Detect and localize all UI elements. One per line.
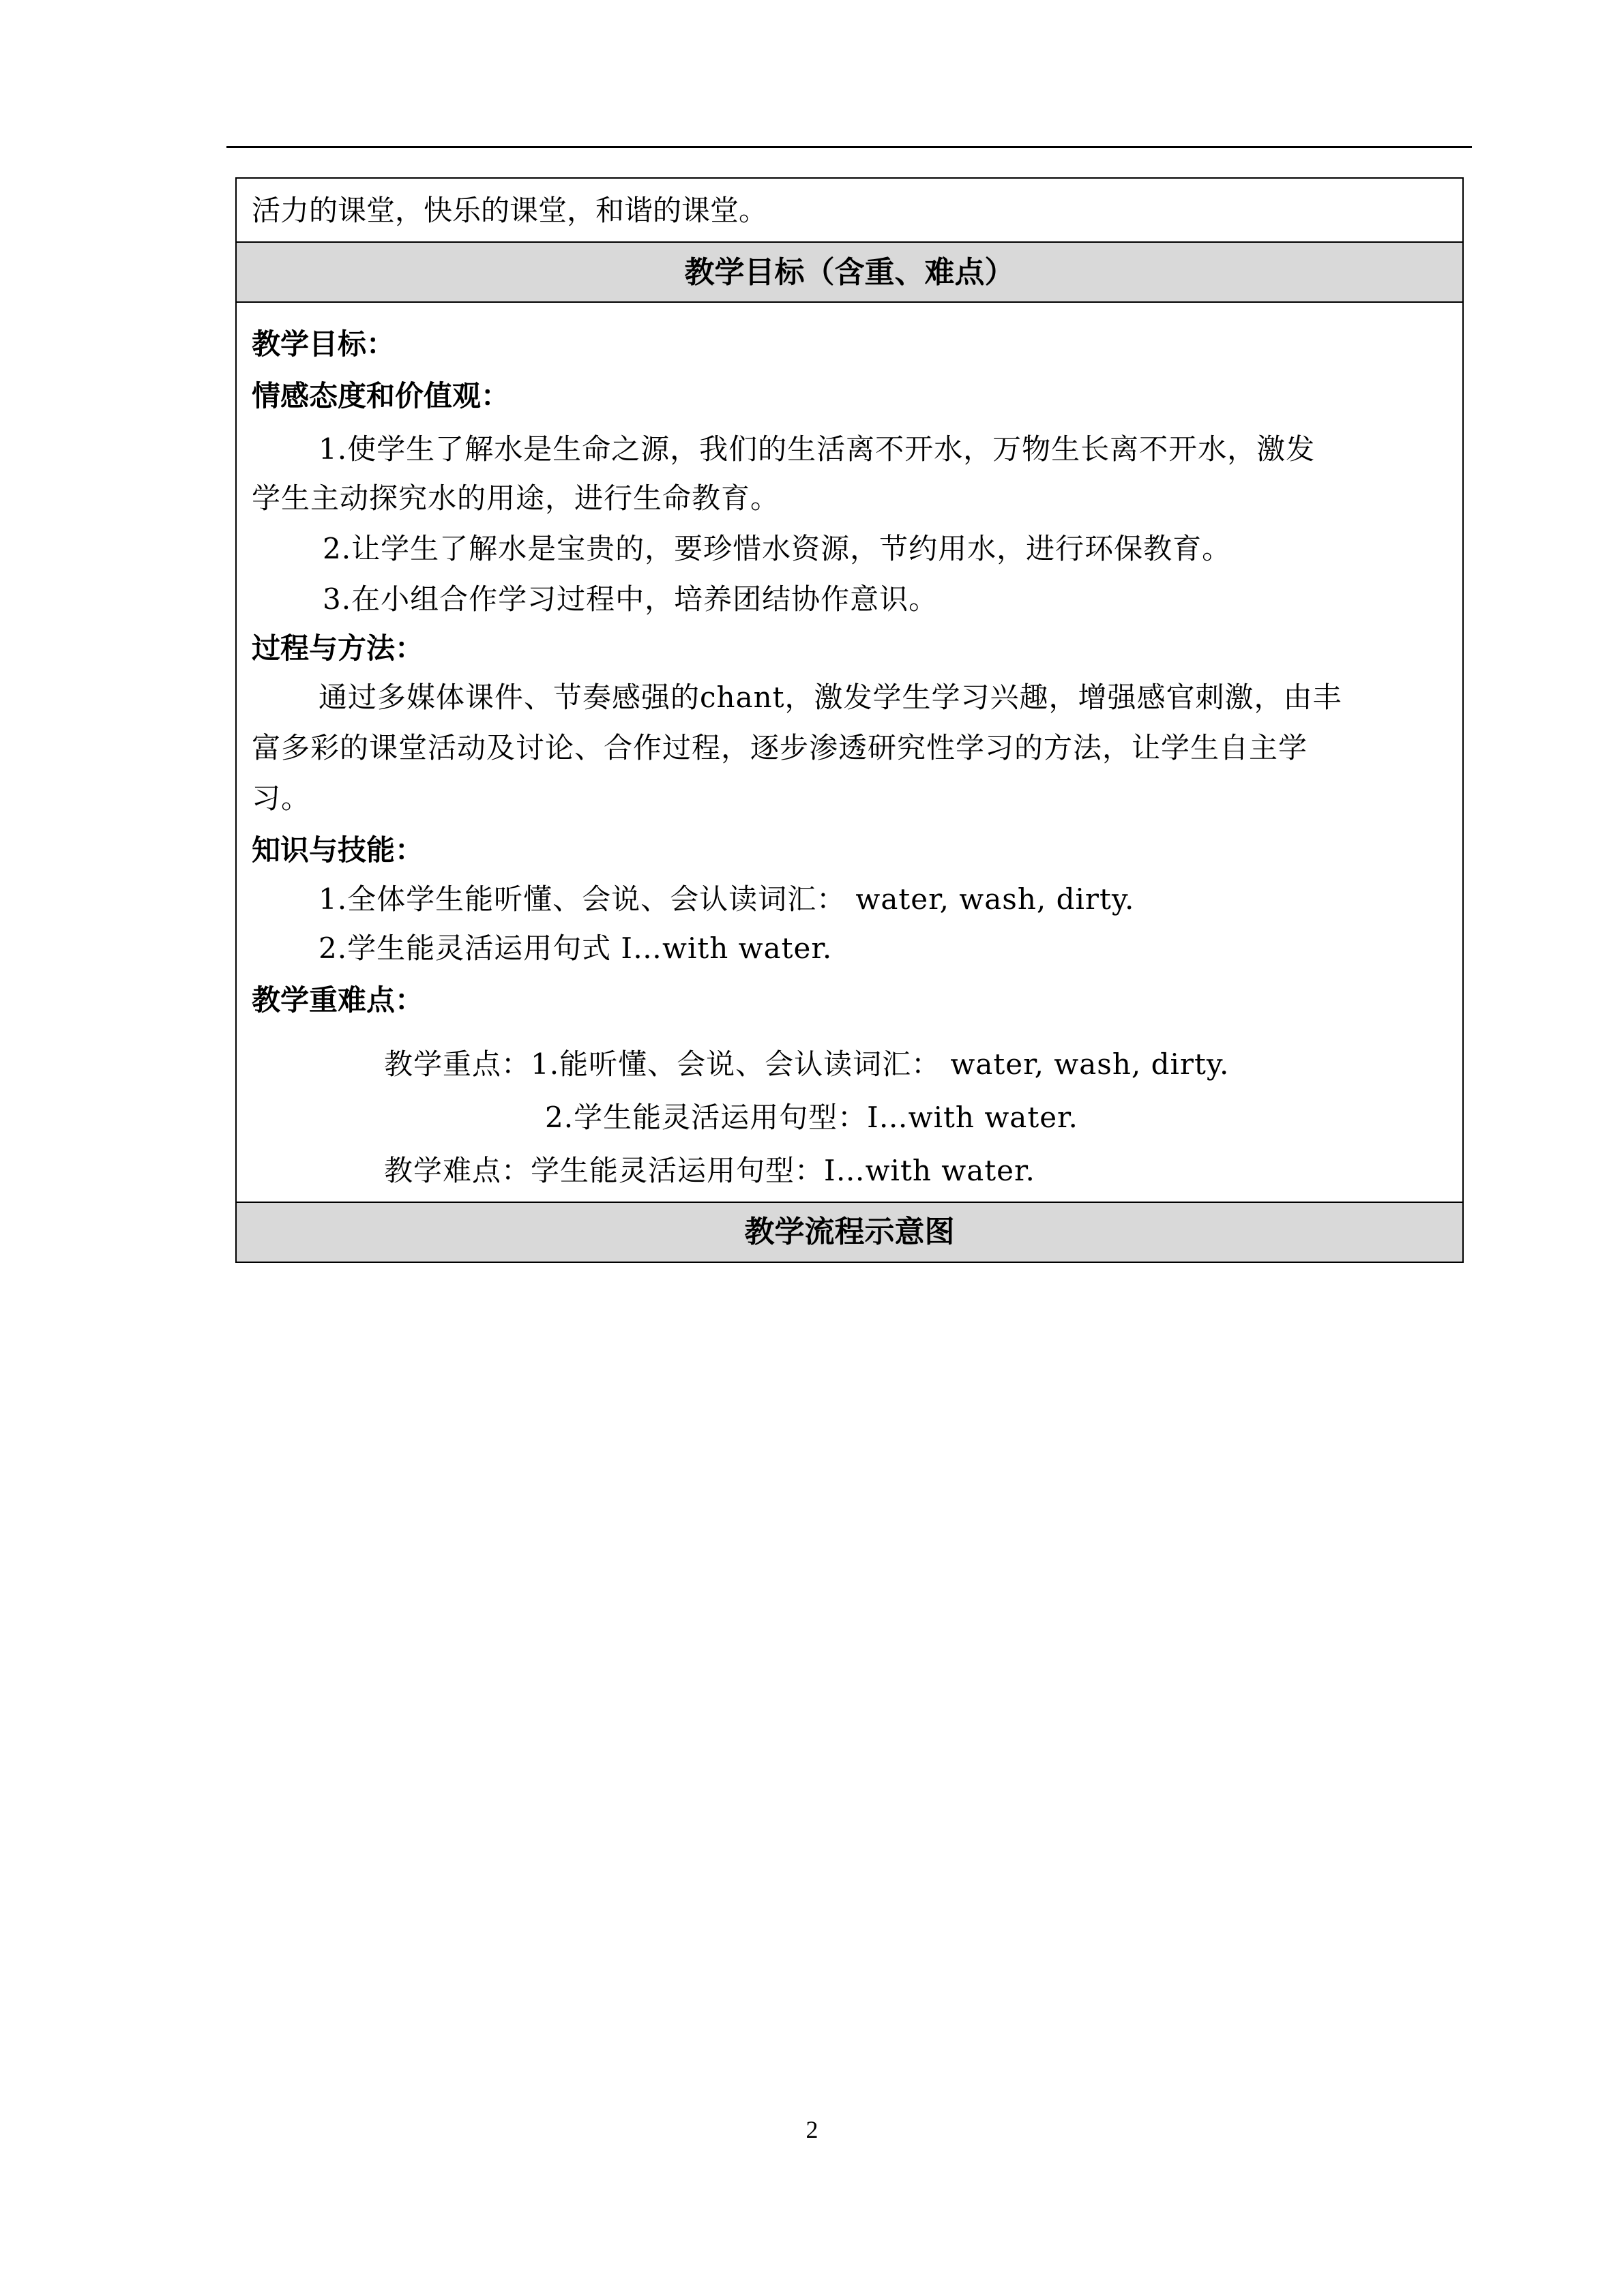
flow-header: 教学流程示意图 — [744, 1214, 955, 1249]
difficult-point-line: 教学难点：学生能灵活运用句型：I…with water. — [384, 1154, 1035, 1187]
intro-row — [237, 179, 1462, 243]
key-points-title: 教学重难点： — [252, 983, 424, 1017]
affective-item-3: 3.在小组合作学习过程中，培养团结协作意识。 — [323, 582, 939, 616]
key-point-line-1: 教学重点：1.能听懂、会说、会认读词汇： water, wash, dirty. — [384, 1047, 1230, 1081]
key-point-line-2: 2.学生能灵活运用句型：I…with water. — [545, 1101, 1078, 1134]
objectives-header-row — [237, 243, 1462, 303]
objectives-header: 教学目标（含重、难点） — [684, 255, 1015, 290]
header-rule — [226, 146, 1472, 148]
affective-title: 情感态度和价值观： — [252, 379, 510, 413]
lesson-plan-table — [235, 177, 1464, 1263]
objectives-body — [237, 303, 1462, 1203]
objectives-title: 教学目标： — [252, 327, 396, 361]
knowledge-item-2: 2.学生能灵活运用句式 I…with water. — [319, 931, 833, 965]
intro-text: 活力的课堂，快乐的课堂，和谐的课堂。 — [252, 194, 768, 227]
knowledge-title: 知识与技能： — [252, 833, 424, 867]
process-line-2: 富多彩的课堂活动及讨论、合作过程，逐步渗透研究性学习的方法，让学生自主学 — [252, 731, 1308, 764]
process-line-3: 习。 — [252, 781, 311, 815]
affective-item-1-line-1: 1.使学生了解水是生命之源，我们的生活离不开水，万物生长离不开水，激发 — [319, 432, 1316, 466]
flow-header-row — [237, 1203, 1462, 1262]
affective-item-1-line-2: 学生主动探究水的用途，进行生命教育。 — [252, 481, 780, 515]
page-number: 2 — [806, 2116, 818, 2143]
process-title: 过程与方法： — [252, 631, 424, 665]
knowledge-item-1: 1.全体学生能听懂、会说、会认读词汇： water, wash, dirty. — [319, 882, 1135, 916]
process-line-1: 通过多媒体课件、节奏感强的chant，激发学生学习兴趣，增强感官刺激，由丰 — [319, 681, 1342, 714]
affective-item-2: 2.让学生了解水是宝贵的，要珍惜水资源，节约用水，进行环保教育。 — [323, 532, 1232, 565]
